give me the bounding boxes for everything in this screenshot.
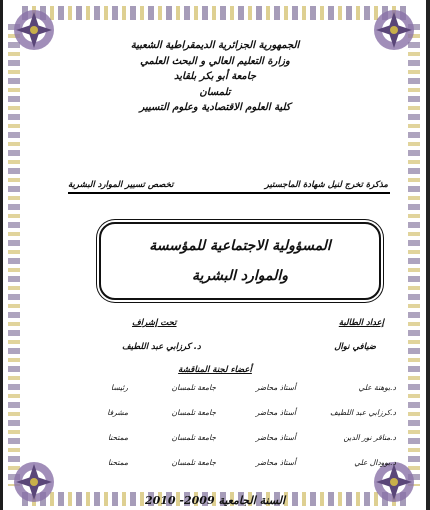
academic-year-label: السنة الجامعية [218, 494, 286, 507]
member-name: د.بوهنة علي [358, 383, 396, 392]
ornament-corner-bottom-left-icon [6, 450, 66, 510]
academic-year-value: 2009- 2010 [144, 494, 215, 507]
member-university: جامعة تلمسان [171, 408, 216, 417]
ornament-corner-top-left-icon [6, 2, 66, 62]
table-row [60, 408, 396, 433]
member-role: ممتحنا [107, 458, 128, 467]
member-role: ممتحنا [107, 433, 128, 442]
table-row [60, 433, 396, 458]
committee-title: أعضاء لجنة المناقشة [178, 365, 252, 375]
supervisor-name: د. كرزابي عبد اللطيف [122, 342, 201, 352]
supervisor-label: تحت إشراف [132, 318, 177, 328]
header-line-university: جامعة أبو بكر بلقايد [174, 71, 256, 82]
member-name: د.كرزابي عبد اللطيف [330, 408, 396, 417]
member-university: جامعة تلمسان [171, 383, 216, 392]
member-rank: أستاذ محاضر [255, 433, 296, 442]
header-line-republic: الجمهورية الجزائرية الديمقراطية الشعبية [130, 40, 300, 51]
committee-table [60, 383, 396, 483]
student-name: ضيافي نوال [334, 342, 376, 352]
member-rank: أستاذ محاضر [255, 458, 296, 467]
header-line-ministry: وزارة التعليم العالي و البحث العلمي [140, 55, 290, 67]
academic-year [130, 494, 300, 507]
memo-label: مذكرة تخرج لنيل شهادة الماجستير [264, 180, 388, 190]
student-label: إعداد الطالبة [338, 318, 384, 328]
member-role: رئيسا [111, 383, 128, 392]
member-name: د.بوودال علي [354, 458, 396, 467]
ornament-corner-top-right-icon [362, 2, 422, 62]
table-row [60, 383, 396, 408]
ornamental-border-top [22, 6, 410, 20]
member-role: مشرفا [107, 408, 128, 417]
window-edge-left [0, 0, 3, 510]
divider-line [68, 192, 390, 194]
institution-header [70, 38, 360, 116]
table-row [60, 458, 396, 483]
member-name: د.مناقر نور الدين [343, 433, 396, 442]
header-line-faculty: كلية العلوم الاقتصادية وعلوم التسيير [139, 102, 291, 113]
member-rank: أستاذ محاضر [255, 383, 296, 392]
thesis-title-line-2: والموارد البشرية [192, 268, 288, 284]
member-university: جامعة تلمسان [171, 458, 216, 467]
ornamental-border-left [8, 24, 20, 486]
member-rank: أستاذ محاضر [255, 408, 296, 417]
specialty-label: تخصص تسيير الموارد البشرية [68, 180, 174, 190]
thesis-title-line-1: المسؤولية الاجتماعية للمؤسسة [149, 238, 331, 254]
thesis-title-box [99, 222, 381, 300]
member-university: جامعة تلمسان [171, 433, 216, 442]
ornamental-border-right [408, 24, 420, 486]
header-line-city: تلمسان [199, 86, 231, 98]
window-edge-right [426, 0, 430, 510]
